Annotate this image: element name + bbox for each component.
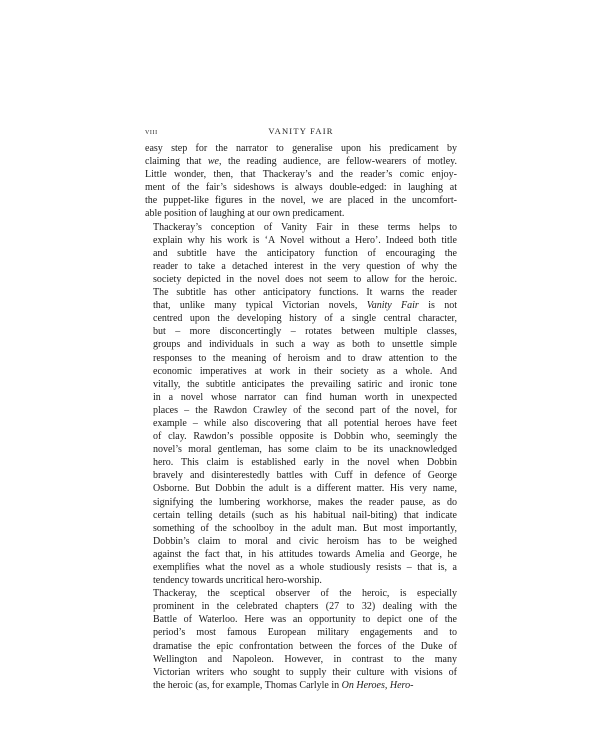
text-line: certain telling details (such as his habitual nail-biting) that indicate <box>153 509 457 521</box>
text-line: prominent in the celebrated chapters (27 to 32) dealing with the <box>153 601 457 613</box>
text-line: Wellington and Napoleon. However, in contrast to the many <box>153 653 457 665</box>
text-line: tendency towards uncritical hero-worship. <box>153 575 322 587</box>
text-line: responses to the meaning of heroism and to draw attention to the <box>153 352 457 364</box>
text-line: The subtitle has other anticipatory functions. It warns the reader <box>153 287 457 299</box>
text-line: society depicted in the novel does not seem to allow for the heroic. <box>153 273 457 285</box>
text-line: groups and individuals in such a way as both to unsettle simple <box>153 339 457 351</box>
text-line: reader to take a detached interest in the very question of why the <box>153 260 457 272</box>
text-line: Victorian writers who sought to supply their culture with visions of <box>153 666 457 678</box>
text-line: the puppet-like figures in the novel, we are placed in the uncomfort- <box>145 195 457 207</box>
paragraph <box>145 221 457 588</box>
text-line: places – the Rawdon Crawley of the second part of the novel, for <box>153 404 457 416</box>
text-line: example – while also discovering that all potential heroes have feet <box>153 417 457 429</box>
text-line: Little wonder, then, that Thackeray’s and the reader’s comic enjoy- <box>145 169 457 181</box>
text-line: Dobbin’s claim to moral and civic heroism has to be weighed <box>153 535 457 547</box>
book-page <box>145 126 457 692</box>
text-line: signifying the lumbering workhorse, makes the reader pause, as do <box>153 496 457 508</box>
text-line: centred upon the developing history of a single central character, <box>153 313 457 325</box>
page-number: viii <box>145 126 158 136</box>
text-line: Battle of Waterloo. Here was an opportunity to depict one of the <box>153 614 457 626</box>
text-line: something of the schoolboy in the adult man. But most importantly, <box>153 522 457 534</box>
running-title: VANITY FAIR <box>268 126 334 136</box>
text-line: against the fact that, in his attitudes towards Amelia and George, he <box>153 548 457 560</box>
paragraph <box>145 587 457 692</box>
text-line: economic imperatives at work in their society as a whole. And <box>153 365 457 377</box>
text-line: novel’s moral gentleman, has some claim to be its unacknowledged <box>153 444 457 456</box>
running-head <box>145 126 457 140</box>
text-line: of clay. Rawdon’s possible opposite is Dobbin who, seemingly the <box>153 431 457 443</box>
text-line: easy step for the narrator to generalise upon his predicament by <box>145 143 457 154</box>
text-line: claiming that we, the reading audience, are fellow-wearers of motley. <box>145 156 457 168</box>
text-line: dramatise the epic confrontation between the forces of the Duke of <box>153 640 457 652</box>
text-line: but – more disconcertingly – rotates between multiple classes, <box>153 326 457 338</box>
text-line: Osborne. But Dobbin the adult is a different matter. His very name, <box>153 483 457 495</box>
text-line: exemplifies what the novel as a whole studiously resists – that is, a <box>153 562 457 573</box>
text-line: and subtitle have the anticipatory function of encouraging the <box>153 247 457 259</box>
text-line: able position of laughing at our own predicament. <box>145 208 345 220</box>
text-line: explain why his work is ‘A Novel without a Hero’. Indeed both title <box>153 234 457 246</box>
text-line: bravely and disinterestedly battles with Cuff in defence of George <box>153 470 457 482</box>
text-line: hero. This claim is established early in the novel when Dobbin <box>153 457 457 469</box>
text-line: vitally, the subtitle anticipates the prevailing satiric and ironic tone <box>153 378 457 390</box>
text-line: in a novel whose narrator can find human worth in unexpected <box>153 391 457 403</box>
text-line: Thackeray, the sceptical observer of the heroic, is especially <box>153 588 457 600</box>
text-line: ment of the fair’s sideshows is always double-edged: in laughing at <box>145 182 457 194</box>
body-text <box>145 142 457 692</box>
text-line: period’s most famous European military engagements and to <box>153 627 457 639</box>
paragraph <box>145 142 457 221</box>
text-line: Thackeray’s conception of Vanity Fair in these terms helps to <box>153 221 457 233</box>
text-line: the heroic (as, for example, Thomas Carlyle in On Heroes, Hero- <box>153 679 414 691</box>
text-line: that, unlike many typical Victorian novels, Vanity Fair is not <box>153 300 457 312</box>
